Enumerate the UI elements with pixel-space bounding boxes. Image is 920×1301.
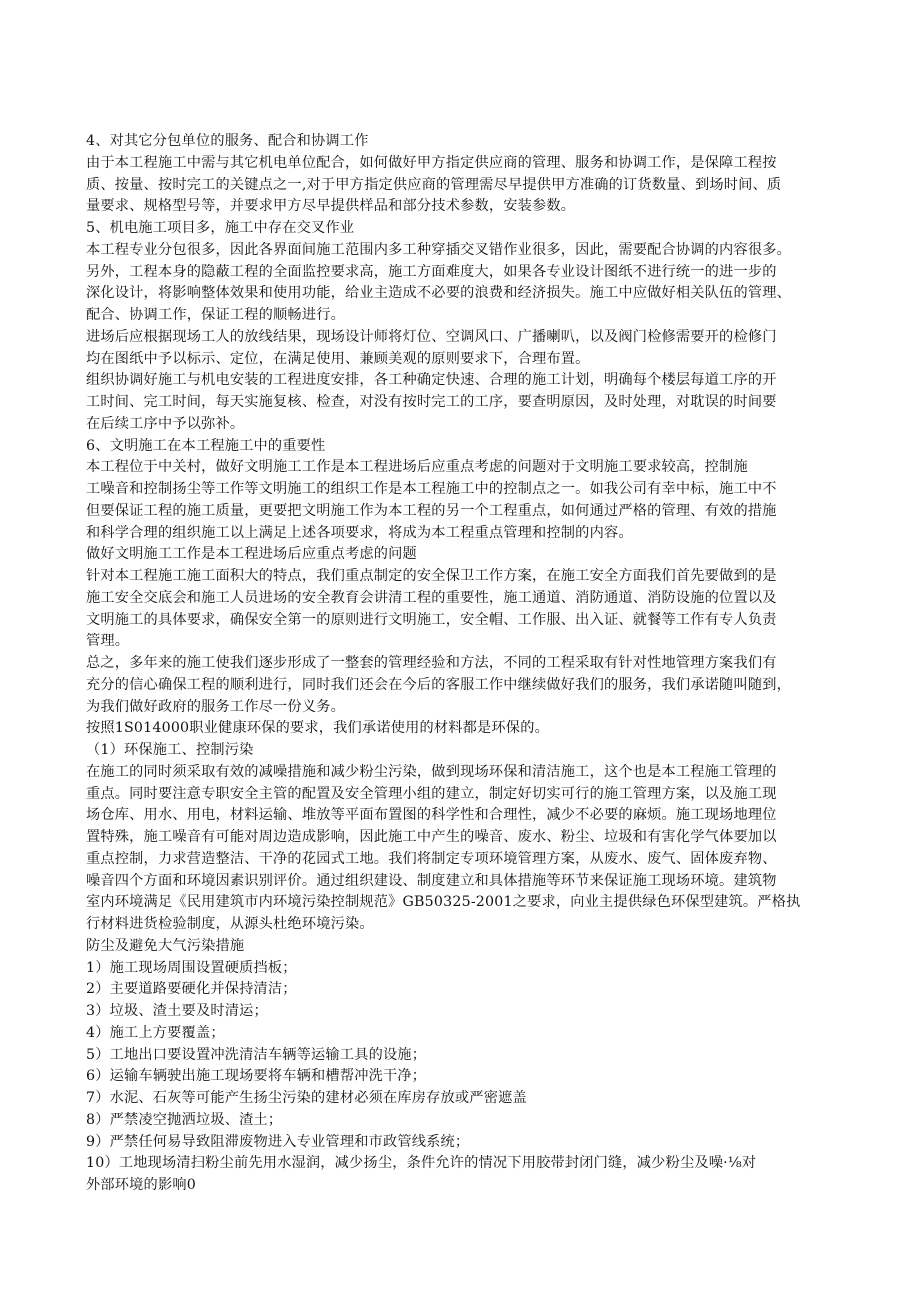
text-line: 4、对其它分包单位的服务、配合和协调工作 [86,133,369,149]
text-line: 工噪音和控制扬尘等工作等文明施工的组织工作是本工程施工中的控制点之一。如我公司有幸中标，施工中不 [86,481,777,497]
text-line: 本工程专业分包很多，因此各界面间施工范围内多工种穿插交叉错作业很多，因此，需要配合协调的内容很多。 [86,241,791,258]
text-line: 质、按量、按时完工的关键点之一,对于甲方指定供应商的管理需尽早提供甲方准确的订货数量、到场时间、质 [86,176,782,193]
text-line: 按照1S014000职业健康环保的要求，我们承诺使用的材料都是环保的。 [86,720,549,737]
text-line: 总之，多年来的施工使我们逐步形成了一整套的管理经验和方法，不同的工程采取有针对性地管理方案我们有 [86,655,777,671]
text-line: 室内环境满足《民用建筑市内环境污染控制规范》GB50325-2001之要求，向业主提供绿色环保型建筑。严格执 [86,894,801,911]
text-line: 针对本工程施工施工面积大的特点，我们重点制定的安全保卫工作方案，在施工安全方面我们首先要做到的是 [86,568,777,584]
text-line: 进场后应根据现场工人的放线结果，现场设计师将灯位、空调风口、广播喇叭，以及阀门检修需要开的检修门 [86,328,777,345]
text-line: 由于本工程施工中需与其它机电单位配合，如何做好甲方指定供应商的管理、服务和协调工作，是保障工程按 [86,154,777,171]
text-line: 重点。同时要注意专职安全主管的配置及安全管理小组的建立，制定好切实可行的施工管理方案，以及施工现 [86,785,777,802]
text-line: 重点控制，力求营造整洁、干净的花园式工地。我们将制定专项环境管理方案，从废水、废气、固体废弃物、 [86,850,777,867]
document-page [86,131,846,1197]
text-line: 在施工的同时须采取有效的减噪措施和减少粉尘污染，做到现场环保和清洁施工，这个也是本工程施工管理的 [86,763,777,780]
text-line: 充分的信心确保工程的顺利进行，同时我们还会在今后的客服工作中继续做好我们的服务，我们承诺随叫随到， [86,676,791,693]
text-line: 均在图纸中予以标示、定位，在满足使用、兼顾美观的原则要求下，合理布置。 [86,350,590,367]
text-line: 文明施工的具体要求，确保安全第一的原则进行文明施工，安全帽、工作服、出入证、就餐等工作有专人负责 [86,611,777,628]
text-line: 5、机电施工项目多，施工中存在交叉作业 [86,220,355,236]
text-line: 噪音四个方面和环境因素识别评价。通过组织建设、制度建立和具体措施等环节来保证施工现场环境。建筑物 [86,872,777,889]
text-line: 另外，工程本身的隐蔽工程的全面监控要求高，施工方面难度大，如果各专业设计图纸不进行统一的进一步的 [86,263,777,280]
text-line: 行材料进货检验制度，从源头杜绝环境污染。 [86,916,374,932]
text-line: 6）运输车辆驶出施工现场要将车辆和槽帮冲洗干净； [86,1068,427,1085]
text-line: 7）水泥、石灰等可能产生扬尘污染的建材必须在库房存放或严密遮盖 [86,1090,527,1106]
text-line: 1）施工现场周围设置硬质挡板； [86,959,297,976]
text-line: 场仓库、用水、用电，材料运输、堆放等平面布置图的科学性和合理性，减少不必要的麻烦。施工现场地理位 [86,807,777,824]
text-line: 施工安全交底会和施工人员进场的安全教育会讲清工程的重要性，施工通道、消防通道、消防设施的位置以及 [86,589,777,606]
text-line: （1）环保施工、控制污染 [86,742,254,758]
text-line: 和科学合理的组织施工以上满足上述各项要求，将成为本工程重点管理和控制的内容。 [86,524,633,541]
text-line: 置特殊，施工噪音有可能对周边造成影响，因此施工中产生的噪音、废水、粉尘、垃圾和有害化学气体要加以 [86,829,777,845]
text-line: 管理。 [86,633,130,650]
text-line: 本工程位于中关村，做好文明施工工作是本工程进场后应重点考虑的问题对于文明施工要求较高，控制施 [86,459,748,476]
text-line: 防尘及避免大气污染措施 [86,937,245,954]
text-line: 外部环境的影响0 [86,1177,196,1193]
text-line: 做好文明施工工作是本工程进场后应重点考虑的问题 [86,546,417,563]
text-line: 6、文明施工在本工程施工中的重要性 [86,437,326,454]
text-line: 9）严禁任何易导致阻滞废物进入专业管理和市政管线系统； [86,1133,470,1150]
text-line: 3）垃圾、渣土要及时清运； [86,1003,268,1019]
text-line: 配合、协调工作，保证工程的顺畅进行。 [86,307,345,323]
text-line: 4）施工上方要覆盖； [86,1024,225,1041]
text-line: 在后续工序中予以弥补。 [86,415,245,432]
text-line: 10）工地现场清扫粉尘前先用水湿润，减少扬尘，条件允许的情况下用胶带封闭门缝，减少粉尘及噪·⅛对 [86,1155,757,1172]
text-line: 组织协调好施工与机电安装的工程进度安排，各工种确定快速、合理的施工计划，明确每个楼层每道工序的开 [86,372,777,389]
text-line: 工时间、完工时间，每天实施复核、检查，对没有按时完工的工序，要查明原因，及时处理，对耽误的时间要 [86,394,777,410]
text-line: 5）工地出口要设置冲洗清洁车辆等运输工具的设施； [86,1046,427,1063]
text-line: 8）严禁凌空抛洒垃圾、渣土； [86,1111,283,1128]
text-line: 为我们做好政府的服务工作尽一份义务。 [86,698,345,715]
text-line: 2）主要道路要硬化并保持清洁； [86,981,297,998]
text-line: 量要求、规格型号等，并要求甲方尽早提供样品和部分技术参数，安装参数。 [86,198,576,215]
text-line: 但要保证工程的施工质量，更要把文明施工作为本工程的另一个工程重点，如何通过严格的管理、有效的措施 [86,502,777,519]
text-line: 深化设计，将影响整体效果和使用功能，给业主造成不必要的浪费和经济损失。施工中应做好相关队伍的管理、 [86,285,791,302]
